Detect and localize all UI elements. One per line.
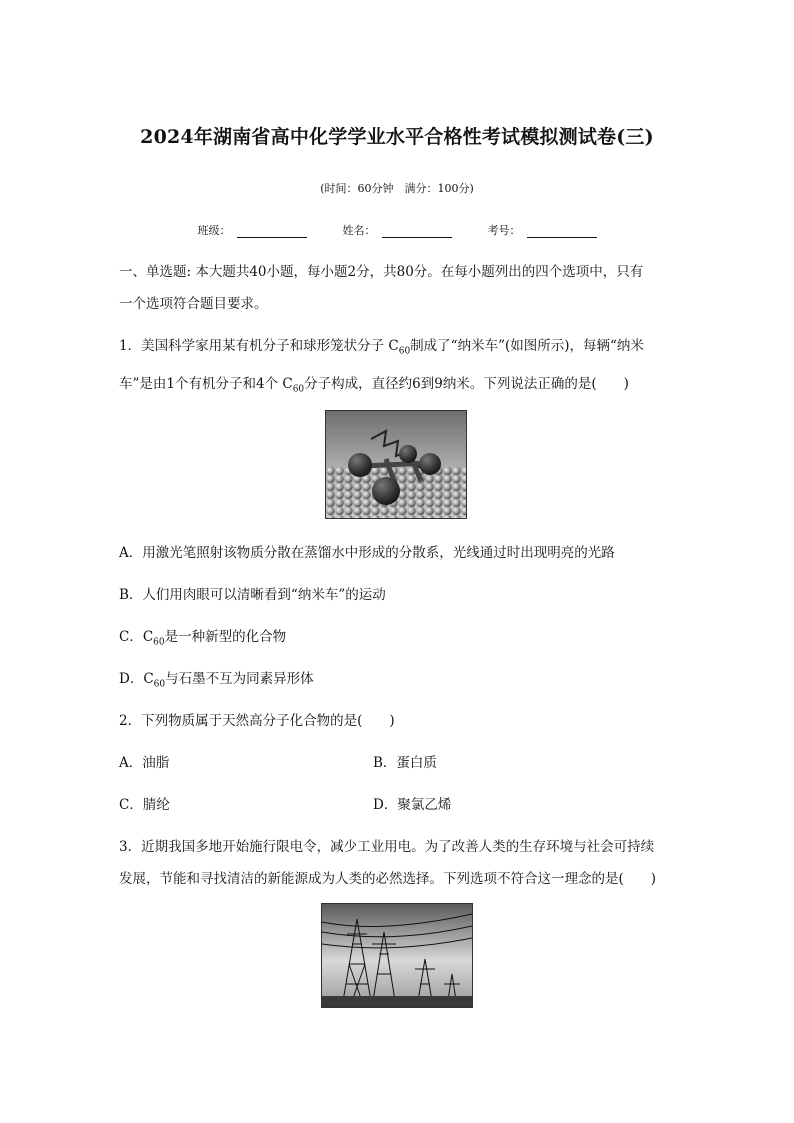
question-2-stem: 2．下列物质属于天然高分子化合物的是( ) [119, 713, 395, 729]
section-line-1: 一、单选题: 本大题共40小题，每小题2分，共80分。在每小题列出的四个选项中，只有 [119, 264, 644, 280]
q3-line-2: 发展，节能和寻找清洁的新能源成为人类的必然选择。下列选项不符合这一理念的是( ) [119, 871, 657, 887]
page-title: 2024年湖南省高中化学学业水平合格性考试模拟测试卷(三) [140, 126, 654, 148]
question-3-stem [119, 831, 676, 895]
class-label: 班级： [197, 224, 231, 237]
q2-option-a[interactable]: A．油脂 [119, 755, 170, 771]
exam-number-label: 考号： [487, 224, 521, 237]
nanocar-figure [325, 410, 467, 519]
power-towers-image [322, 904, 472, 1007]
q3-line-1: 3．近期我国多地开始施行限电令，减少工业用电。为了改善人类的生存环境与社会可持续 [119, 839, 655, 855]
power-towers-figure [321, 903, 473, 1008]
q1-option-b[interactable]: B．人们用肉眼可以清晰看到“纳米车”的运动 [119, 587, 386, 603]
q1-option-d[interactable]: D．$C_{60}$与石墨不互为同素异形体 [119, 671, 314, 690]
section-instructions [119, 256, 676, 320]
name-blank[interactable] [382, 225, 452, 238]
class-blank[interactable] [237, 225, 307, 238]
q2-option-b[interactable]: B．蛋白质 [373, 755, 437, 771]
student-info-fields [0, 222, 794, 238]
nanocar-image [326, 411, 466, 518]
section-line-2: 一个选项符合题目要求。 [119, 296, 268, 312]
name-label: 姓名： [342, 224, 376, 237]
q2-option-d[interactable]: D．聚氯乙烯 [373, 797, 452, 813]
exam-number-field[interactable] [488, 222, 597, 238]
exam-number-blank[interactable] [527, 225, 597, 238]
q1-line-1: 1．美国科学家用某有机分子和球形笼状分子 $C_{60}$制成了“纳米车”(如图所示)，每辆“纳米 [119, 338, 644, 357]
name-field[interactable] [343, 222, 452, 238]
q1-line-2: 车”是由1个有机分子和4个 $C_{60}$分子构成，直径约6到9纳米。下列说法正确的是( ) [119, 375, 629, 395]
exam-meta: (时间：60分钟 满分：100分) [320, 182, 474, 195]
q2-option-c[interactable]: C．腈纶 [119, 797, 170, 813]
class-field[interactable] [198, 222, 307, 238]
question-1-stem [119, 330, 676, 405]
q1-option-a[interactable]: A．用激光笔照射该物质分散在蒸馏水中形成的分散系，光线通过时出现明亮的光路 [119, 545, 615, 561]
q1-option-c[interactable]: C．$C_{60}$是一种新型的化合物 [119, 629, 287, 648]
